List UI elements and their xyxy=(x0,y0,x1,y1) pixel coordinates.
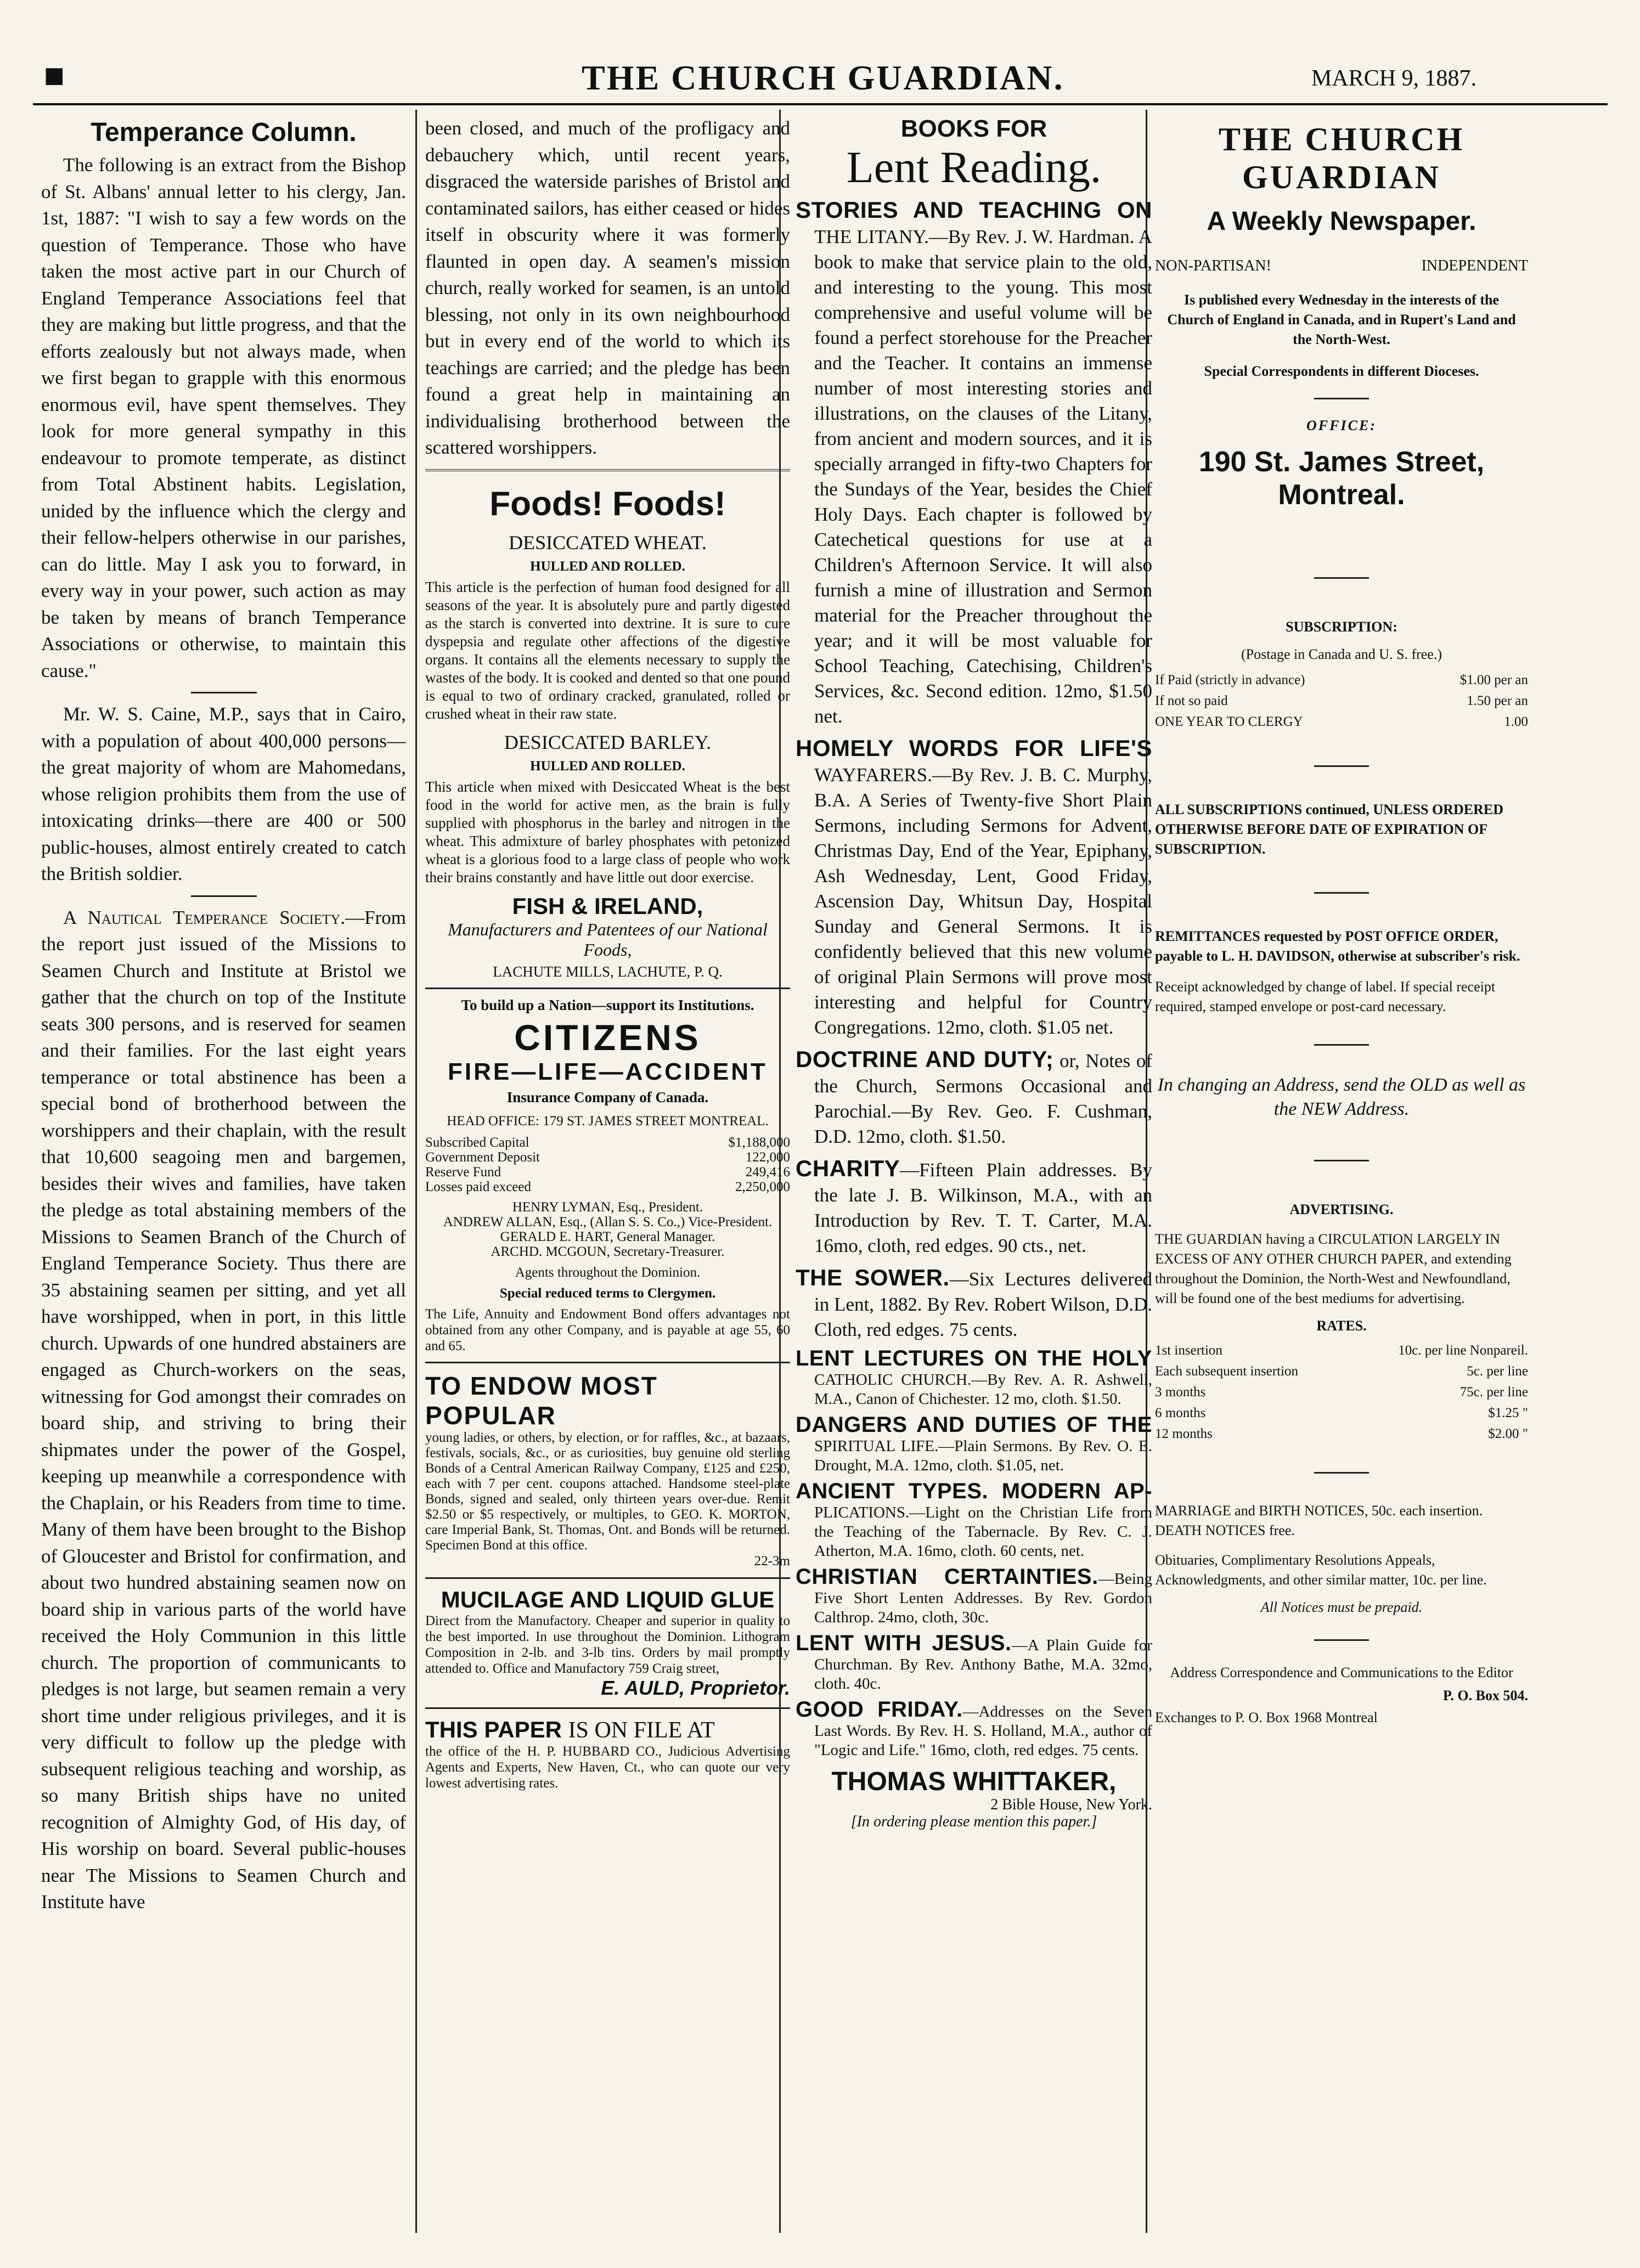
capital-label: Government Deposit xyxy=(425,1149,540,1165)
endow-body: young ladies, or others, by election, or for raffles, &c., at bazaars, festivals, socials, &c., or as curiosities, buy genuine old sterling Bonds of a Central American Railway Company, £125 and £250, each with 7 per cent. coupons attached. Handsome steel-plate Bonds, signed and sealed, only thirteen years over-due. Remit $2.50 or $5 respectively, or multiples, to GEO. K. MORTON, care Imperial Bank, St. Thomas, Ont. and Bonds will be returned. Specimen Bond at this office. xyxy=(425,1430,790,1553)
separator xyxy=(1314,1160,1369,1161)
endow-ad xyxy=(425,1371,790,1570)
book-entry xyxy=(796,736,1152,1040)
ad-rate-value: 5c. per line xyxy=(1467,1364,1528,1379)
barley-body: This article when mixed with Desiccated Wheat is the best food in the world for active men, as the brain is fully supplied with phosphorus in the barley and nitrogen in the wheat. This admixture of barley phosphates with petonized wheat is a glorious food to a large class of people who work their brains constantly and have little out door exercise. xyxy=(425,778,790,885)
capital-row xyxy=(425,1135,790,1150)
separator xyxy=(191,692,257,693)
ad-rate-value: $1.25 " xyxy=(1488,1406,1528,1420)
rate-row xyxy=(1155,670,1528,691)
separator xyxy=(191,895,257,897)
officers xyxy=(425,1200,790,1259)
rate-label: ONE YEAR TO CLERGY xyxy=(1155,714,1303,729)
rate-value: $1.00 per an xyxy=(1459,673,1528,687)
fish-addr: LACHUTE MILLS, LACHUTE, P. Q. xyxy=(493,963,723,980)
obituaries-note: Obituaries, Complimentary Resolutions Appeals, Acknowledgments, and other similar matter, 10c. per line. xyxy=(1155,1552,1487,1588)
book-body: SPIRITUAL LIFE.—Plain Sermons. By Rev. O. E. Drought, M.A. 12mo, cloth. $1.05, net. xyxy=(814,1437,1152,1474)
nation-line: To build up a Nation—support its Institutions. xyxy=(461,996,754,1013)
book-entry xyxy=(796,1265,1152,1342)
address-change-note: In changing an Address, send the OLD as well as the NEW Address. xyxy=(1157,1075,1526,1119)
ordering-note: [In ordering please mention this paper.] xyxy=(850,1813,1097,1830)
capital-table xyxy=(425,1135,790,1194)
issue-date: MARCH 9, 1887. xyxy=(1311,66,1477,91)
book-body: or, Notes of the Church, Sermons Occasional and Parochial.—By Rev. Geo. F. Cushman, D.D. 12mo, cloth. $1.50. xyxy=(814,1050,1152,1147)
book-body: THE LITANY.—By Rev. J. W. Hardman. A book to make that service plain to the old, and interesting to the young. This most comprehensive and useful volume will be found a perfect storehouse for the Preacher and the Teacher. It contains an immense number of most interesting stories and illustrations, on the clauses of the Litany, from ancient and modern sources, and it is specially arranged in fifty-two Chapters for the Sundays of the Year, besides the Chief Holy Days. Each chapter is followed by Catechetical questions for use at a Children's Afternoon Service. It will also furnish a mine of illustration and Sermon material for the Preacher throughout the year; and it will be most valuable for School Teaching, Catechising, Children's Services, &c. Second edition. 12mo, $1.50 net. xyxy=(814,226,1152,727)
separator xyxy=(1314,1639,1369,1641)
book-body: —A Plain Guide for Churchman. By Rev. Anthony Bathe, M.A. 32mo, cloth. 40c. xyxy=(814,1637,1152,1692)
book-title: STORIES AND TEACHING ON xyxy=(796,197,1152,223)
publisher-address: 2 Bible House, New York. xyxy=(990,1796,1152,1813)
paper-title-line xyxy=(425,1717,790,1744)
separator xyxy=(1314,1044,1369,1046)
book-body: —Fifteen Plain addresses. By the late J. B. Wilkinson, M.A., with an Introduction by Rev. T. T. Carter, M.A. 16mo, cloth, red edges. 90 cts., net. xyxy=(814,1159,1152,1256)
ad-rates xyxy=(1155,1340,1528,1445)
book-title: DOCTRINE AND DUTY; xyxy=(796,1046,1054,1072)
rate-value: 1.00 xyxy=(1504,714,1528,729)
correspondents-note: Special Correspondents in different Dioceses. xyxy=(1204,363,1479,379)
mucilage-body: Direct from the Manufactory. Cheaper and superior in quality to the best imported. In use throughout the Dominion. Lithogram Composition in 2-lb. and 3-lb tins. Orders by mail promptly attended to. Office and Manufactory 759 Craig street, xyxy=(425,1613,790,1676)
column-divider xyxy=(415,110,417,2233)
continued-note: ALL SUBSCRIPTIONS continued, UNLESS ORDERED OTHERWISE BEFORE DATE OF EXPIRATION OF SUBSCRIPTION. xyxy=(1155,802,1504,857)
ad-rate-label: 3 months xyxy=(1155,1385,1206,1400)
nautical-society-paragraph xyxy=(41,905,406,1916)
book-entry xyxy=(796,1415,1152,1475)
partisan-line xyxy=(1155,256,1528,276)
postage-note: (Postage in Canada and U. S. free.) xyxy=(1241,646,1442,662)
ornament-mark: ■ xyxy=(44,62,65,88)
book-body: WAYFARERS.—By Rev. J. B. C. Murphy, B.A. A Series of Twenty-five Short Plain Sermons, including Sermons for Advent, Christmas Day, End of the Year, Epiphany, Ash Wednesday, Lent, Good Friday, Ascension Day, Whitsun Day, Hospital Sunday and General Sermons. It is confidently believed that this new volume of original Plain Sermons will prove most interesting and helpful for Country Congregations. 12mo, cloth. $1.05 net. xyxy=(814,764,1152,1038)
book-title: CHARITY xyxy=(796,1155,900,1181)
endow-code: 22-3m xyxy=(754,1553,790,1569)
auld-proprietor: E. AULD, Proprietor. xyxy=(601,1676,790,1699)
weekly-newspaper: A Weekly Newspaper. xyxy=(1207,207,1476,236)
book-entry xyxy=(796,1479,1152,1561)
citizens-title: CITIZENS xyxy=(514,1017,701,1058)
book-entry xyxy=(796,198,1152,729)
officer: GERALD E. HART, General Manager. xyxy=(500,1229,715,1244)
published-note: Is published every Wednesday in the interests of the Church of England in Canada, and in Rupert's Land and the North-West. xyxy=(1167,292,1516,347)
book-entry xyxy=(796,1567,1152,1627)
double-rule xyxy=(425,469,790,475)
book-title: LENT WITH JESUS. xyxy=(796,1631,1012,1655)
separator xyxy=(1314,398,1369,399)
citizens-ad xyxy=(425,997,790,1354)
fish-sub: Manufacturers and Patentees of our National Foods, xyxy=(448,919,768,960)
bishop-extract: The following is an extract from the Bishop of St. Albans' annual letter to his clergy, Jan. 1st, 1887: "I wish to say a few words on the question of Temperance. Those who have taken the most active part in our Church of England Temperance Associations feel that they are making but little progress, and that the efforts zealously but not always made, when we first began to grapple with this enormous enormous evil, have spent themselves. They look for more general sympathy in this endeavour to promote temperate, as distinct from Total Abstinent habits. Legislation, unided by the influence which the clergy and their fellow-helpers otherwise in our parishes, can do little. May I ask you to forward, in every way in your power, such action as may be taken by means of branch Temperance Associations or otherwise, to maintain this cause." xyxy=(41,154,406,681)
officer: ANDREW ALLAN, Esq., (Allan S. S. Co.,) Vice-President. xyxy=(443,1214,773,1229)
continued-text: been closed, and much of the profligacy and debauchery which, until recent years, disgraced the waterside parishes of Bristol and contaminated sailors, has either ceased or hides itself in obscurity where it was formerly flaunted in open day. A seamen's mission church, really worked for seamen, is an untold blessing, not only in its own neighbourhood but in every end of the world to which its teachings are carried; and the pledge has been found a great help in maintaining an individualising brotherhood between the scattered worshippers. xyxy=(425,117,790,458)
ad-rate-row xyxy=(1155,1382,1528,1403)
book-title: DANGERS AND DUTIES OF THE xyxy=(796,1413,1152,1437)
wheat-body: This article is the perfection of human food designed for all seasons of the year. It is absolutely pure and partly digested as the starch is converted into dextrine. It is sure to cure dyspepsia and regulate other affections of the digestive organs. It contains all the elements necessary to supply the wastes of the body. It is cooked and dented so that one pound is equal to two of ordinary cracked, granulated, rolled or crushed wheat in their raw state. xyxy=(425,578,790,722)
reduced-terms: Special reduced terms to Clergymen. xyxy=(499,1285,716,1301)
paper-title: THIS PAPER xyxy=(425,1716,562,1742)
ad-rate-row xyxy=(1155,1361,1528,1382)
citizens-sub: FIRE—LIFE—ACCIDENT xyxy=(448,1058,768,1085)
book-entry xyxy=(796,1631,1152,1694)
remittances-note: REMITTANCES requested by POST OFFICE ORDER, payable to L. H. DAVIDSON, otherwise at subscriber's risk. xyxy=(1155,928,1520,964)
advertising-body: THE GUARDIAN having a CIRCULATION LARGELY IN EXCESS OF ANY OTHER CHURCH PAPER, and extending throughout the Dominion, the North-West and Newfoundland, will be found one of the best mediums for advertising. xyxy=(1155,1231,1512,1306)
independent: INDEPENDENT xyxy=(1421,257,1528,274)
column-books xyxy=(790,115,1152,2233)
newspaper-title: THE CHURCH GUARDIAN. xyxy=(582,58,1064,97)
column-temperance xyxy=(41,115,406,2233)
capital-value: 2,250,000 xyxy=(735,1179,790,1194)
office-label: OFFICE: xyxy=(1306,418,1377,433)
office-address: 190 St. James Street, Montreal. xyxy=(1198,446,1485,511)
rate-label: If Paid (strictly in advance) xyxy=(1155,673,1305,687)
publisher-name: THOMAS WHITTAKER, xyxy=(831,1767,1117,1796)
nautical-body: —From the report just issued of the Missions to Seamen Church and Institute at Bristol we gather that the church on top of the Institute seats 300 persons, and is reserved for seamen and their families. For the last eight years temperance or total abstinence has been a special bond of brotherhood between the worshippers and their chaplain, with the result that 10,600 seagoing men and bargemen, besides their wives and families, have taken the pledge as total abstaining members of the Missions to Seamen Branch of the Church of England Temperance Society. Thus there are 35 abstaining seamen per sitting, and yet all have worshipped, when in port, in this little church. Upwards of one hundred abstainers are engaged as Church-workers on the seas, witnessing for God amongst their comrades on board ship, and striving to bring their shipmates under the power of the Gospel, keeping up meanwhile a correspondence with the Chaplain, or his Readers from time to time. Many of them have been brought to the Bishop of Gloucester and Bristol for confirmation, and about two hundred abstaining seamen now on board ship in various parts of the world have received the Holy Communion in this little church. The proportion of communicants to pledges is not large, but seamen remain a very short time under religious privileges, and it is very difficult to follow up the pledge with subsequent religious teaching and worship, as so many British ships have no united recognition of Almighty God, of His day, of His worship on board. Several public-houses near The Missions to Seamen Church and Institute have xyxy=(41,906,406,1912)
head-office: HEAD OFFICE: 179 ST. JAMES STREET MONTREAL. xyxy=(447,1113,769,1129)
books-for: BOOKS FOR xyxy=(900,115,1047,142)
column-ads xyxy=(425,115,790,2233)
separator xyxy=(1314,1472,1369,1474)
advertising-title: ADVERTISING. xyxy=(1289,1201,1394,1217)
endow-title: TO ENDOW MOST POPULAR xyxy=(425,1371,658,1430)
fish-ireland: FISH & IRELAND, xyxy=(512,893,703,919)
book-title: LENT LECTURES ON THE HOLY xyxy=(796,1346,1152,1370)
wheat-title: DESICCATED WHEAT. xyxy=(509,531,707,554)
ad-rate-row xyxy=(1155,1424,1528,1445)
capital-label: Subscribed Capital xyxy=(425,1135,529,1150)
book-body: —Addresses on the Seven Last Words. By Rev. H. S. Holland, M.A., author of "Logic and Life." 16mo, cloth, red edges. 75 cents. xyxy=(814,1703,1152,1759)
separator xyxy=(425,1362,790,1363)
subscription-title: SUBSCRIPTION: xyxy=(1286,619,1397,635)
book-title: CHRISTIAN CERTAINTIES. xyxy=(796,1565,1098,1589)
caine-paragraph: Mr. W. S. Caine, M.P., says that in Cairo, with a population of about 400,000 persons—the great majority of whom are Mahomedans, whose religion prohibits them from the use of intoxicating drinks—there are 400 or 500 public-houses, almost entirely created to catch the British soldier. xyxy=(41,703,406,884)
separator xyxy=(1314,765,1369,767)
po-box: P. O. Box 504. xyxy=(1442,1688,1528,1703)
book-entry xyxy=(796,1697,1152,1760)
capital-value: $1,188,000 xyxy=(728,1135,790,1150)
capital-value: 249,416 xyxy=(745,1164,790,1180)
temperance-article xyxy=(41,152,406,1916)
book-entry xyxy=(796,1047,1152,1149)
mucilage-ad xyxy=(425,1587,790,1700)
book-entry xyxy=(796,1346,1152,1409)
book-body: CATHOLIC CHURCH.—By Rev. A. R. Ashwell, M.A., Canon of Chichester. 12 mo, cloth. $1.50. xyxy=(814,1371,1152,1408)
book-title: HOMELY WORDS FOR LIFE'S xyxy=(796,735,1152,761)
subscription-rates xyxy=(1155,670,1528,732)
ad-rate-label: 6 months xyxy=(1155,1406,1206,1420)
book-entry xyxy=(796,1156,1152,1259)
temperance-heading: Temperance Column. xyxy=(91,118,357,147)
book-title: GOOD FRIDAY. xyxy=(796,1697,963,1722)
book-body: —Being Five Short Lenten Addresses. By Rev. Gordon Calthrop. 24mo, cloth, 30c. xyxy=(814,1570,1152,1626)
barley-title: DESICCATED BARLEY. xyxy=(504,731,712,753)
non-partisan: NON-PARTISAN! xyxy=(1155,257,1271,274)
separator xyxy=(1314,892,1369,894)
wheat-sub: HULLED AND ROLLED. xyxy=(530,558,685,574)
life-body: The Life, Annuity and Endowment Bond offers advantages not obtained from any other Company, and is payable at age 55, 60 and 65. xyxy=(425,1306,790,1353)
ad-rate-value: $2.00 " xyxy=(1488,1426,1528,1441)
address-correspondence: Address Correspondence and Communications to the Editor xyxy=(1170,1665,1513,1680)
ad-rate-label: 1st insertion xyxy=(1155,1343,1222,1358)
guardian-title: THE CHURCH GUARDIAN xyxy=(1218,121,1465,195)
agents-line: Agents throughout the Dominion. xyxy=(515,1265,701,1280)
separator xyxy=(425,1577,790,1579)
book-title: THE SOWER. xyxy=(796,1265,950,1290)
nautical-lead: A Nautical Temperance Society. xyxy=(63,906,346,928)
rate-row xyxy=(1155,691,1528,712)
capital-row xyxy=(425,1165,790,1180)
paper-file-ad xyxy=(425,1717,790,1791)
masthead xyxy=(33,58,1608,101)
masthead-rule xyxy=(33,103,1608,105)
capital-row xyxy=(425,1180,790,1194)
rate-row xyxy=(1155,712,1528,732)
ad-rate-value: 10c. per line Nonpareil. xyxy=(1398,1343,1528,1358)
book-body: —Six Lectures delivered in Lent, 1882. By Rev. Robert Wilson, D.D. Cloth, red edges. 75 cents. xyxy=(814,1268,1152,1340)
ad-rate-row xyxy=(1155,1403,1528,1424)
citizens-company: Insurance Company of Canada. xyxy=(506,1088,709,1105)
ad-rate-label: Each subsequent insertion xyxy=(1155,1364,1299,1379)
prepaid-note: All Notices must be prepaid. xyxy=(1260,1599,1423,1615)
ad-rate-value: 75c. per line xyxy=(1459,1385,1528,1400)
ad-rate-row xyxy=(1155,1340,1528,1361)
capital-label: Reserve Fund xyxy=(425,1164,501,1180)
rate-value: 1.50 per an xyxy=(1467,693,1528,708)
rate-label: If not so paid xyxy=(1155,693,1228,708)
receipt-note: Receipt acknowledged by change of label. If special receipt required, stamped envelope or post-card necessary. xyxy=(1155,979,1496,1014)
rates-title: RATES. xyxy=(1316,1318,1367,1334)
paper-body: the office of the H. P. HUBBARD CO., Judicious Advertising Agents and Experts, New Haven, Ct., who can quote our very lowest advertising rates. xyxy=(425,1744,790,1791)
officer: ARCHD. MCGOUN, Secretary-Treasurer. xyxy=(491,1244,725,1259)
foods-title: Foods! Foods! xyxy=(489,484,726,523)
separator xyxy=(425,988,790,989)
marriage-note: MARRIAGE and BIRTH NOTICES, 50c. each insertion. DEATH NOTICES free. xyxy=(1155,1503,1483,1538)
separator xyxy=(425,1707,790,1709)
paper-title-2: IS ON FILE AT xyxy=(568,1717,715,1743)
book-title: ANCIENT TYPES. MODERN AP- xyxy=(796,1479,1152,1503)
officer: HENRY LYMAN, Esq., President. xyxy=(512,1199,703,1215)
capital-row xyxy=(425,1150,790,1165)
separator xyxy=(1314,577,1369,579)
continued-article xyxy=(425,115,790,461)
mucilage-title: MUCILAGE AND LIQUID GLUE xyxy=(441,1586,775,1612)
exchanges-note: Exchanges to P. O. Box 1968 Montreal xyxy=(1155,1710,1378,1725)
column-guardian-info xyxy=(1155,115,1528,2233)
ad-rate-label: 12 months xyxy=(1155,1426,1213,1441)
capital-label: Losses paid exceed xyxy=(425,1179,531,1194)
foods-ad xyxy=(425,484,790,980)
capital-value: 122,000 xyxy=(745,1149,790,1165)
book-body: PLICATIONS.—Light on the Christian Life from the Teaching of the Tabernacle. By Rev. C. J. Atherton, M.A. 16mo, cloth. 60 cents, net. xyxy=(814,1504,1152,1560)
barley-sub: HULLED AND ROLLED. xyxy=(530,758,685,774)
lent-reading: Lent Reading. xyxy=(846,142,1102,192)
